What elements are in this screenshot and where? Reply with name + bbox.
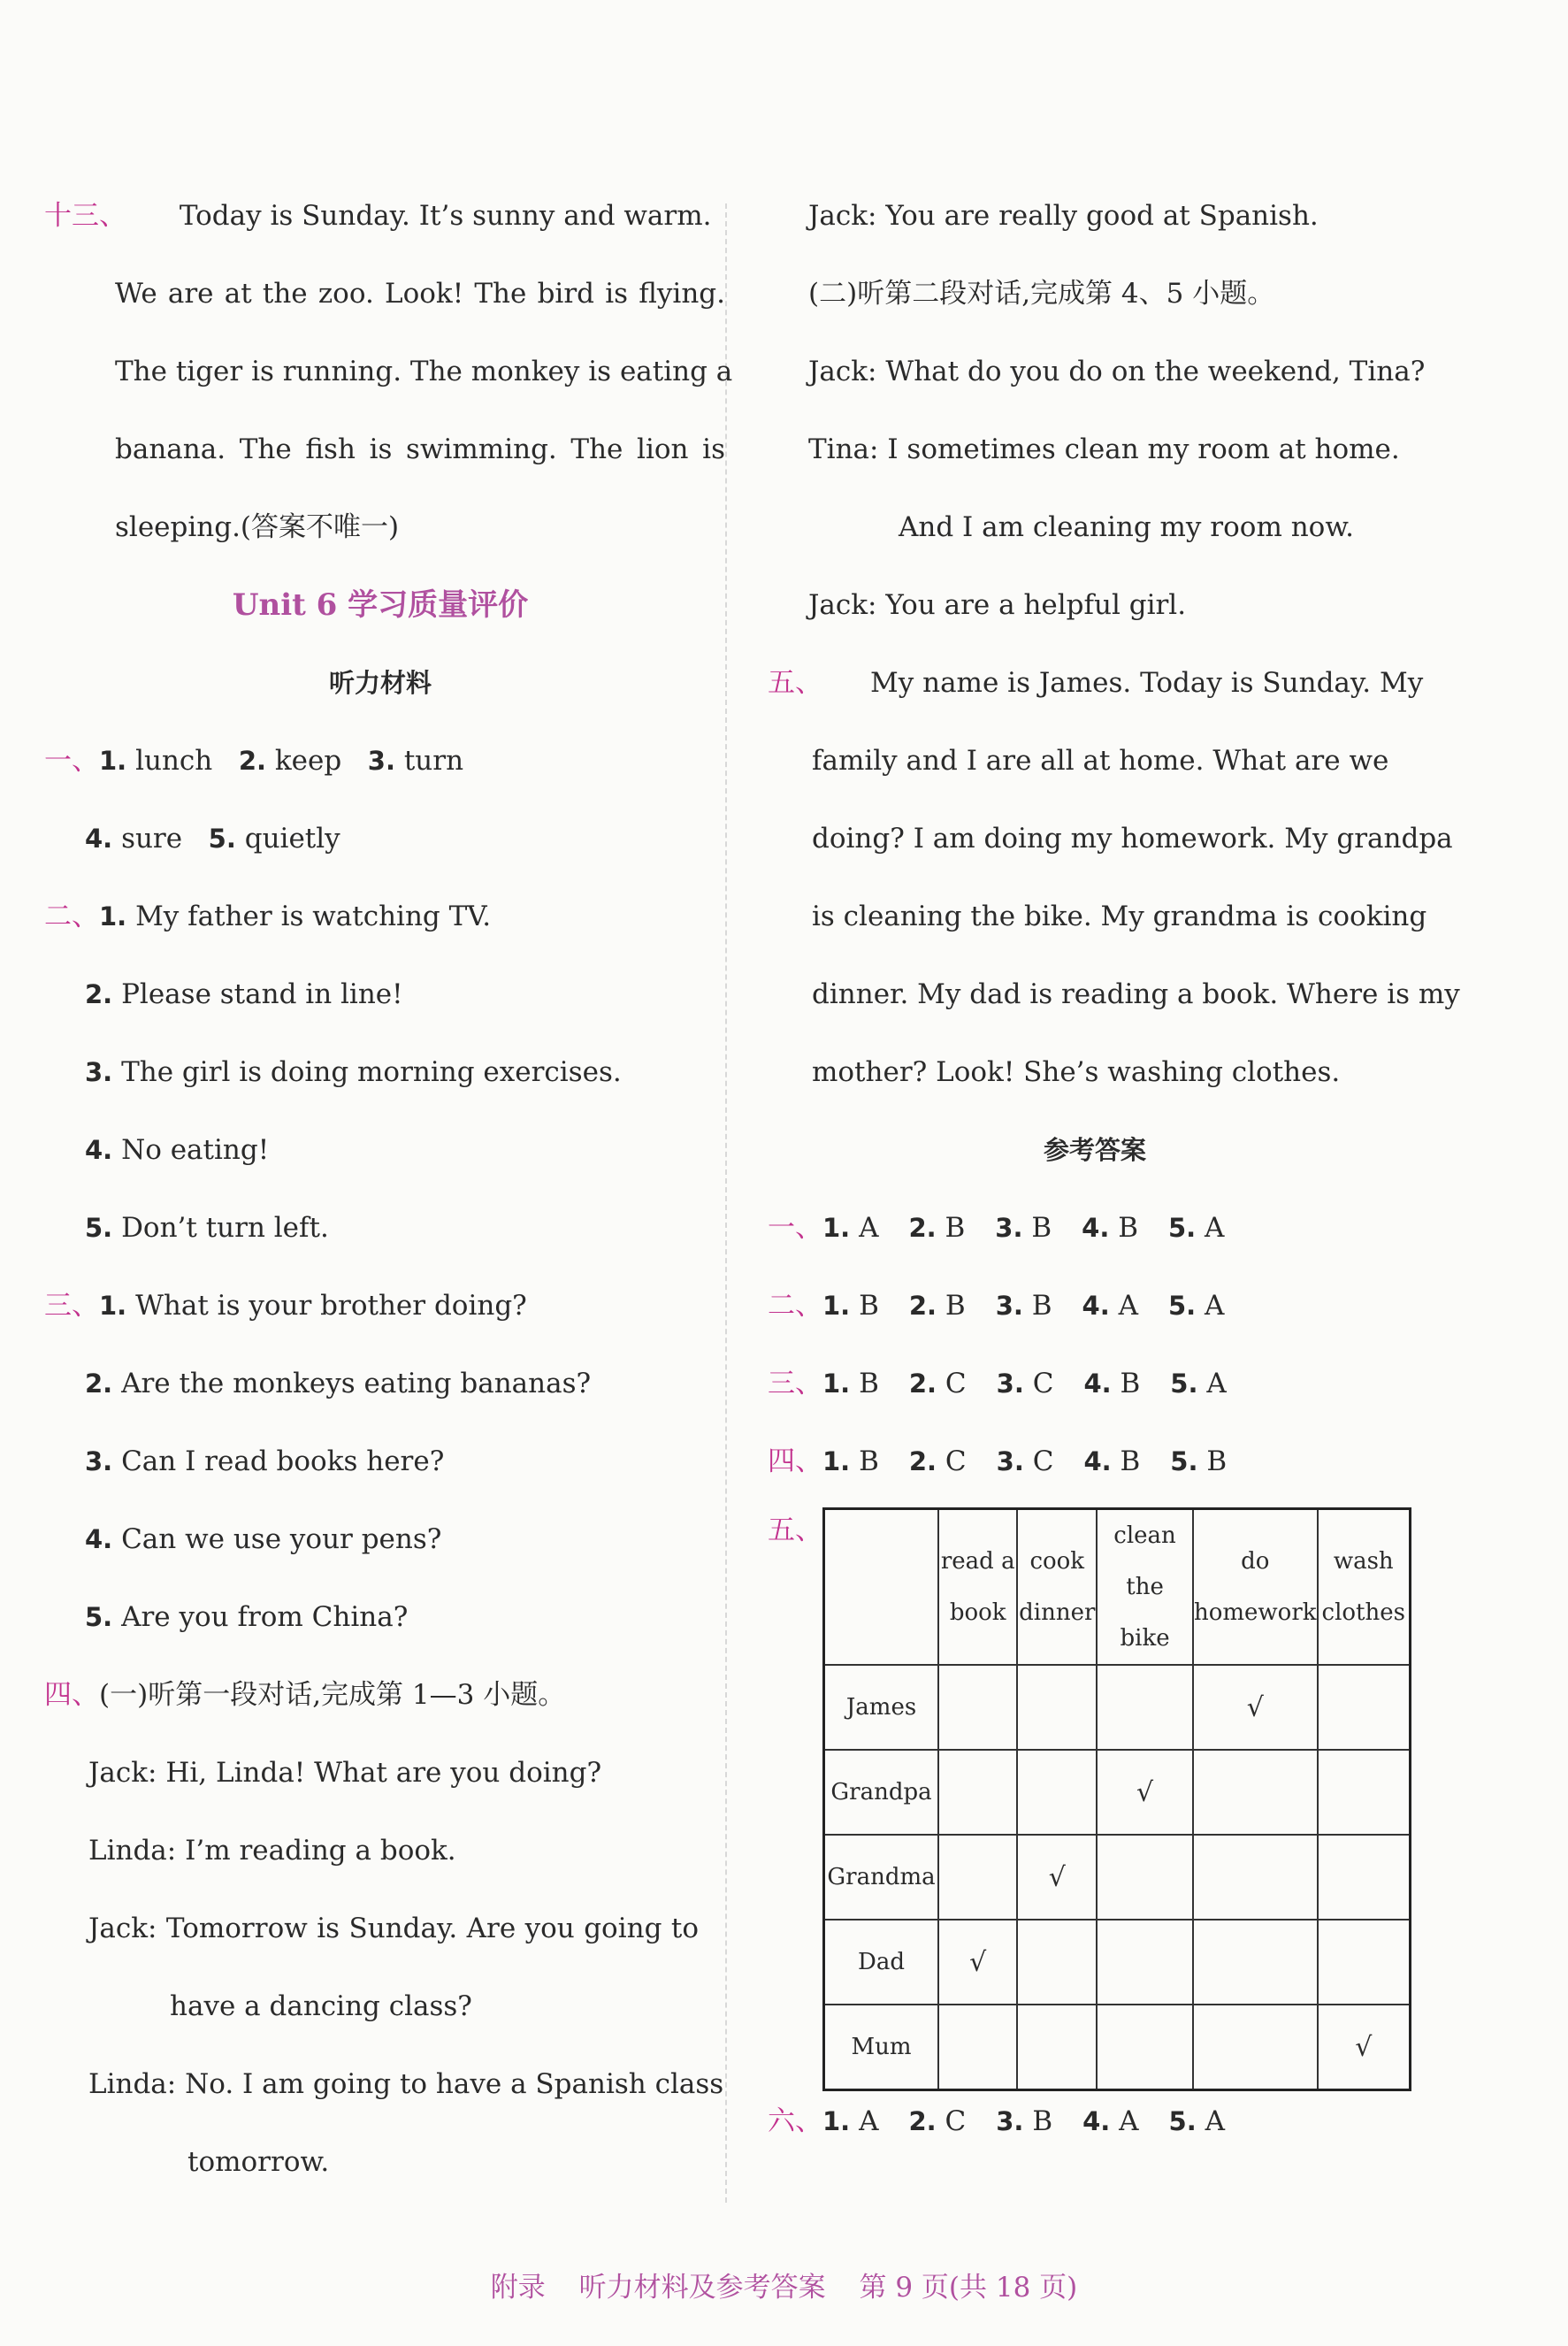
sec5-line: is cleaning the bike. My grandma is cooking: [812, 901, 1427, 932]
sec3-item-1: 三、1. What is your brother doing?: [44, 1290, 527, 1322]
unit-title: Unit 6 学习质量评价: [232, 587, 529, 623]
sec1-line-1: 一、1. lunch 2. keep 3. turn: [44, 745, 464, 777]
table-cell: [1193, 1835, 1318, 1920]
sec2-item-3: 3. The girl is doing morning exercises.: [85, 1056, 622, 1088]
sec2-item-4: 4. No eating!: [85, 1134, 270, 1166]
table-cell: [1318, 1750, 1411, 1835]
q13-line-5: sleeping.(答案不唯一): [115, 511, 400, 543]
table-cell: [1193, 1750, 1318, 1835]
dialog-line: Linda: I’m reading a book.: [88, 1835, 456, 1867]
answer-row-2: 二、1. B 2. B 3. B 4. A 5. A: [768, 1290, 1225, 1322]
sec5-line-1: 五、 My name is James. Today is Sunday. My: [768, 667, 1424, 699]
table-header-cell: wash clothes: [1318, 1509, 1411, 1666]
left-column: [44, 177, 733, 2201]
table-cell: [1097, 2005, 1193, 2090]
table-cell: √: [1193, 1665, 1318, 1750]
sec4-intro-2: (二)听第二段对话,完成第 4、5 小题。: [808, 278, 1275, 310]
answer-row-3: 三、1. B 2. C 3. C 4. B 5. A: [768, 1368, 1227, 1399]
sec2-item-1: 二、1. My father is watching TV.: [44, 901, 492, 932]
dialog-line: Tina: I sometimes clean my room at home.: [808, 433, 1400, 465]
table-header-cell: read a book: [938, 1509, 1017, 1666]
table-marker: 五、: [768, 1514, 822, 1546]
table-row: [824, 1750, 1411, 1835]
table-cell: [1318, 1835, 1411, 1920]
q13-line-4: banana. The fish is swimming. The lion is: [115, 433, 725, 465]
table-header-cell: clean the bike: [1097, 1509, 1193, 1666]
sec4-intro: 四、(一)听第一段对话,完成第 1—3 小题。: [44, 1679, 566, 1711]
table-cell: [1017, 1920, 1097, 2005]
table-header-row: [824, 1509, 1411, 1666]
sec3-item-3: 3. Can I read books here?: [85, 1445, 445, 1477]
dialog-line: Linda: No. I am going to have a Spanish class: [88, 2068, 724, 2100]
table-header-cell: do homework: [1193, 1509, 1318, 1666]
answer-table-block: [768, 1507, 1422, 2082]
table-cell: [1097, 1920, 1193, 2005]
dialog-line: Jack: Hi, Linda! What are you doing?: [88, 1757, 602, 1789]
table-row-label: James: [824, 1665, 939, 1750]
q13-marker: 十三、: [44, 200, 126, 232]
q13-line-1: 十三、 Today is Sunday. It’s sunny and warm.: [44, 200, 712, 232]
answer-row-6: 六、1. A 2. C 3. B 4. A 5. A: [768, 2105, 1225, 2137]
table-row: [824, 1665, 1411, 1750]
table-row-label: Grandma: [824, 1835, 939, 1920]
answer-table: [822, 1507, 1411, 2091]
sec2-item-2: 2. Please stand in line!: [85, 978, 403, 1010]
q13-line-3: The tiger is running. The monkey is eating a: [115, 356, 733, 387]
q13-line-2: We are at the zoo. Look! The bird is flying.: [115, 278, 725, 310]
sec1-line-2: 4. sure 5. quietly: [85, 823, 340, 855]
sec2-item-5: 5. Don’t turn left.: [85, 1212, 329, 1244]
table-cell: [1193, 2005, 1318, 2090]
table-row: [824, 1920, 1411, 2005]
table-cell: [1318, 1920, 1411, 2005]
right-column: [768, 177, 1460, 2160]
dialog-line: have a dancing class?: [170, 1990, 472, 2022]
sec3-item-4: 4. Can we use your pens?: [85, 1523, 442, 1555]
answers-title: 参考答案: [1043, 1135, 1146, 1165]
table-row-label: Dad: [824, 1920, 939, 2005]
page-number: 第 9 页(共 18 页): [859, 2272, 1078, 2304]
table-cell: [1318, 1665, 1411, 1750]
dialog-line: Jack: What do you do on the weekend, Tina?: [808, 356, 1426, 387]
table-cell: √: [1318, 2005, 1411, 2090]
sec3-item-5: 5. Are you from China?: [85, 1601, 409, 1633]
table-row-label: Grandpa: [824, 1750, 939, 1835]
listening-title: 听力材料: [328, 668, 432, 698]
table-cell: [938, 2005, 1017, 2090]
dialog-line: Jack: You are really good at Spanish.: [808, 200, 1319, 232]
sec3-item-2: 2. Are the monkeys eating bananas?: [85, 1368, 592, 1399]
sec5-line: mother? Look! She’s washing clothes.: [812, 1056, 1341, 1088]
dialog-line: And I am cleaning my room now.: [899, 511, 1355, 543]
sec5-line: family and I are all at home. What are we: [812, 745, 1389, 777]
table-cell: [1017, 1750, 1097, 1835]
footer-label: 附录: [490, 2272, 546, 2304]
table-row-label: Mum: [824, 2005, 939, 2090]
dialog-line: Jack: You are a helpful girl.: [808, 589, 1187, 621]
table-cell: [1017, 2005, 1097, 2090]
table-header-cell: cook dinner: [1017, 1509, 1097, 1666]
table-cell: [1017, 1665, 1097, 1750]
sec5-line: dinner. My dad is reading a book. Where is my: [812, 978, 1460, 1010]
table-cell: [1193, 1920, 1318, 2005]
table-cell: √: [1017, 1835, 1097, 1920]
answer-row-1: 一、1. A 2. B 3. B 4. B 5. A: [768, 1212, 1225, 1244]
table-cell: [938, 1750, 1017, 1835]
table-cell: √: [1097, 1750, 1193, 1835]
footer-title: 听力材料及参考答案: [578, 2272, 826, 2304]
dialog-line: Jack: Tomorrow is Sunday. Are you going to: [88, 1913, 699, 1944]
dialog-line: tomorrow.: [187, 2146, 330, 2178]
table-cell: [1097, 1665, 1193, 1750]
column-divider: [725, 203, 727, 2203]
table-cell: [1097, 1835, 1193, 1920]
table-cell: √: [938, 1920, 1017, 2005]
page-footer: [0, 2265, 1568, 2304]
table-row: [824, 2005, 1411, 2090]
table-cell: [938, 1665, 1017, 1750]
sec5-line: doing? I am doing my homework. My grandpa: [812, 823, 1453, 855]
answer-row-4: 四、1. B 2. C 3. C 4. B 5. B: [768, 1445, 1228, 1477]
table-cell: [938, 1835, 1017, 1920]
table-row: [824, 1835, 1411, 1920]
